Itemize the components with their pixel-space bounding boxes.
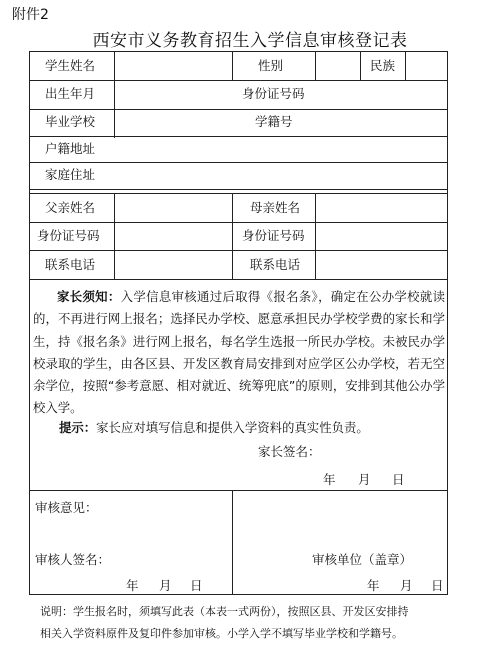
mother-id-label: 身份证号码 [242,228,305,243]
column-divider [360,51,361,81]
row-divider [29,162,448,163]
student-name-label: 学生姓名 [45,58,96,73]
unit-date-month: 月 [400,578,413,593]
parent-signature-label: 家长签名： [258,444,321,459]
column-divider [315,193,316,279]
column-divider [232,193,233,279]
reviewer-date-day: 日 [190,578,203,593]
row-divider [29,189,448,190]
graduated-school-label: 毕业学校 [45,114,96,129]
father-name-label: 父亲姓名 [45,200,96,215]
id-number-label: 身份证号码 [242,86,305,101]
unit-date-year: 年 [367,578,380,593]
row-divider [29,136,448,137]
column-divider [114,51,115,138]
home-address-label: 家庭住址 [45,167,96,182]
reviewer-signature-label: 审核人签名： [35,552,111,567]
footnote-line-2: 相关入学资料原件及复印件参加审核。小学入学不填写毕业学校和学籍号。 [40,627,403,640]
column-divider [232,490,233,595]
section-double-line [29,193,448,194]
gender-label: 性别 [258,58,284,73]
row-divider [29,80,448,81]
column-divider [405,51,406,81]
parent-date-month: 月 [358,472,371,487]
attachment-label: 附件2 [12,7,49,23]
row-divider [29,222,448,223]
ethnicity-label: 民族 [370,58,396,73]
row-divider [29,250,448,251]
mother-name-label: 母亲姓名 [250,200,301,215]
notice-body: 入学信息审核通过后取得《报名条》，确定在公办学校就读的，不再进行网上报名；选择民办学校、愿意承担民办学校学费的家长和学生，持《报名条》进行网上报名，每名学生选报一所民办学校。未被民办学校录取的学生，由各区县、开发区教育局安排到对应学区公办学校，若无空余学位，按照“参考意愿、相对就近、统筹兜底”的原则，安排到其他公办学校入学。 [33,289,445,416]
row-divider [29,490,448,491]
parent-date-day: 日 [392,472,405,487]
parent-date-year: 年 [323,472,336,487]
notice-heading: 家长须知： [57,289,121,304]
column-divider [232,51,233,81]
footnote-line-1: 说明：学生报名时，须填写此表（本表一式两份），按照区县、开发区安排持 [40,605,409,618]
row-divider [29,109,448,110]
household-address-label: 户籍地址 [45,141,96,156]
student-number-label: 学籍号 [255,114,293,129]
tip-line [59,420,369,436]
tip-text: 家长应对填写信息和提供入学资料的真实性负责。 [96,420,369,435]
birth-date-label: 出生年月 [45,86,96,101]
reviewer-date-year: 年 [126,578,139,593]
form-title: 西安市义务教育招生入学信息审核登记表 [92,31,408,51]
father-id-label: 身份证号码 [37,228,100,243]
mother-phone-label: 联系电话 [250,257,301,272]
unit-date-day: 日 [431,578,444,593]
reviewer-date-month: 月 [159,578,172,593]
parent-notice [33,286,445,420]
row-divider [29,279,448,280]
column-divider [315,51,316,81]
tip-label: 提示： [59,420,97,435]
review-opinion-label: 审核意见： [35,500,98,515]
father-phone-label: 联系电话 [45,257,96,272]
review-unit-label: 审核单位（盖章） [312,552,413,567]
column-divider [114,193,115,279]
